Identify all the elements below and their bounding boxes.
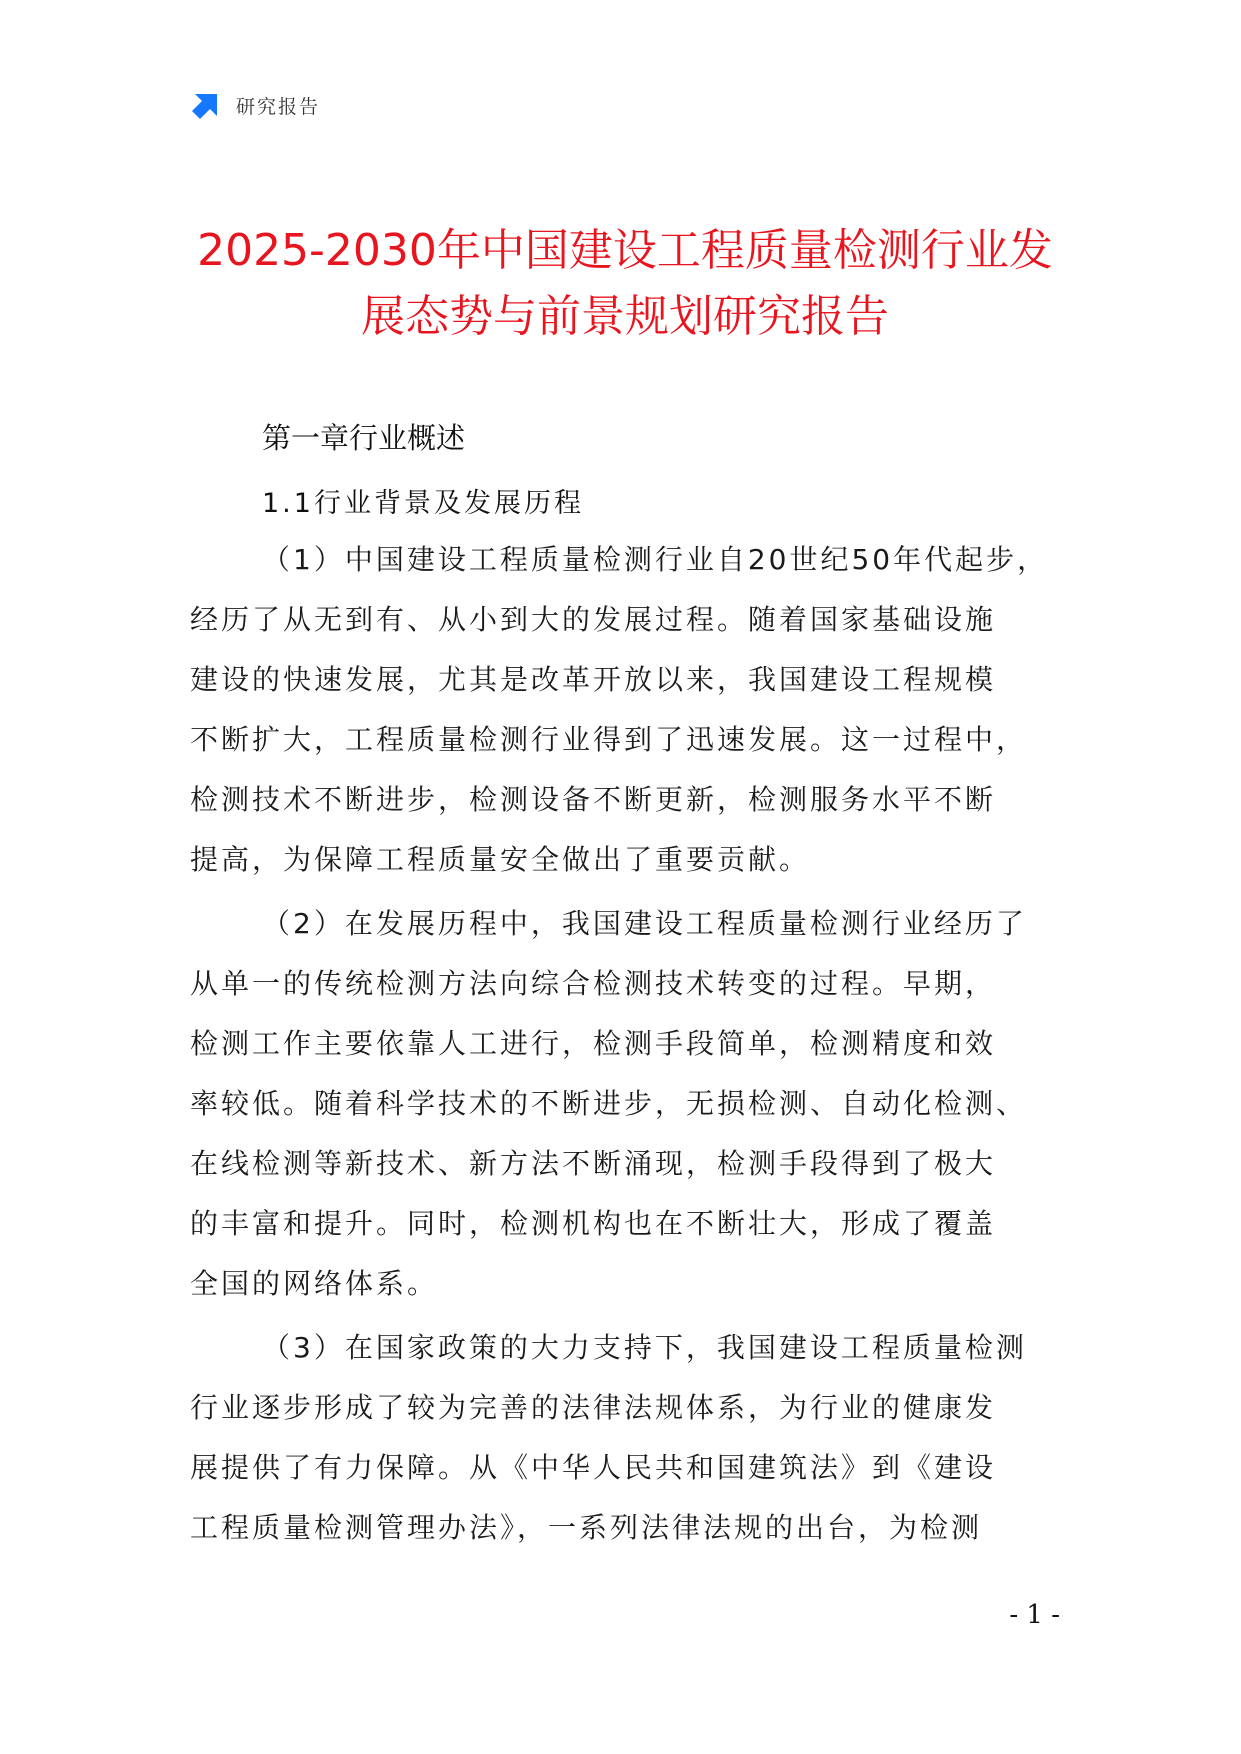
header-label: 研究报告 xyxy=(236,95,321,118)
title-line: 2025-2030年中国建设工程质量检测行业发 xyxy=(197,225,1053,276)
paragraph-line: 检测工作主要依靠人工进行，检测手段简单，检测精度和效 xyxy=(190,1027,997,1060)
paragraph-line: 全国的网络体系。 xyxy=(190,1267,439,1300)
paragraph-line: 的丰富和提升。同时，检测机构也在不断壮大，形成了覆盖 xyxy=(190,1207,997,1240)
document-title xyxy=(190,218,1060,350)
paragraph-line: （2）在发展历程中，我国建设工程质量检测行业经历了 xyxy=(262,907,1027,940)
paragraph-line: 检测技术不断进步，检测设备不断更新，检测服务水平不断 xyxy=(190,783,997,816)
title-line: 展态势与前景规划研究报告 xyxy=(361,291,889,342)
paragraph-line: 经历了从无到有、从小到大的发展过程。随着国家基础设施 xyxy=(190,603,997,636)
paragraph-line: 不断扩大，工程质量检测行业得到了迅速发展。这一过程中， xyxy=(190,723,1028,756)
paragraph-line: 从单一的传统检测方法向综合检测技术转变的过程。早期， xyxy=(190,967,997,1000)
chapter-heading: 第一章行业概述 xyxy=(262,421,466,455)
paragraph-line: 在线检测等新技术、新方法不断涌现，检测手段得到了极大 xyxy=(190,1147,997,1180)
paragraph-line: 行业逐步形成了较为完善的法律法规体系，为行业的健康发 xyxy=(190,1391,997,1424)
paragraph-line: 建设的快速发展，尤其是改革开放以来，我国建设工程规模 xyxy=(190,663,997,696)
section-heading: 1.1行业背景及发展历程 xyxy=(262,488,584,519)
paragraph-line: 率较低。随着科学技术的不断进步，无损检测、自动化检测、 xyxy=(190,1087,1028,1120)
page-number: - 1 - xyxy=(1009,1600,1060,1630)
paragraph-line: （1）中国建设工程质量检测行业自20世纪50年代起步， xyxy=(262,543,1049,576)
paragraph-line: 工程质量检测管理办法》，一系列法律法规的出台，为检测 xyxy=(190,1511,983,1544)
paragraph-line: （3）在国家政策的大力支持下，我国建设工程质量检测 xyxy=(262,1331,1027,1364)
paragraph-line: 展提供了有力保障。从《中华人民共和国建筑法》到《建设 xyxy=(190,1451,997,1484)
report-header xyxy=(190,88,320,122)
arrow-up-right-icon xyxy=(190,89,222,121)
paragraph-line: 提高，为保障工程质量安全做出了重要贡献。 xyxy=(190,843,811,876)
